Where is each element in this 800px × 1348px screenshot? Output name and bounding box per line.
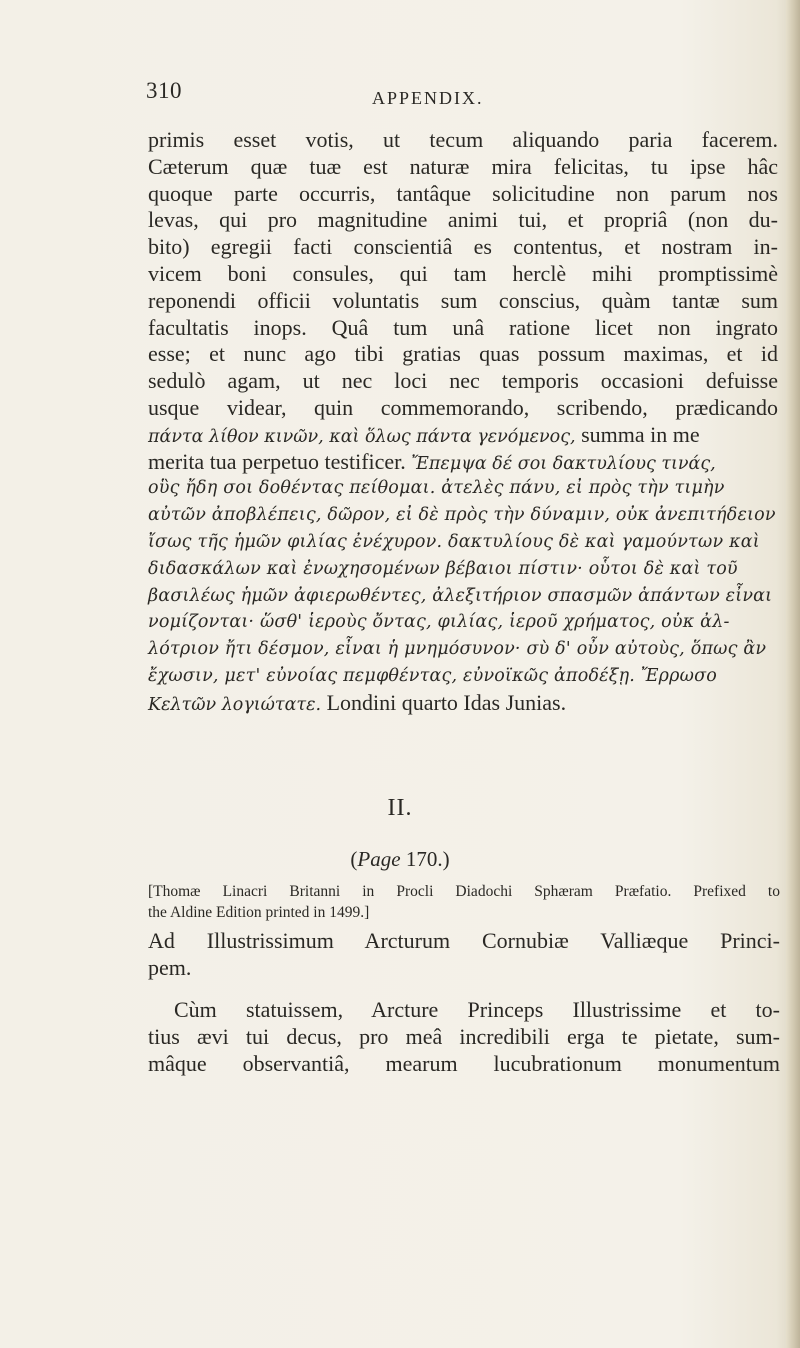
letter-address	[148, 927, 780, 981]
text-line: usque videar, quin commemorando, scribendo, prædicando	[148, 394, 778, 420]
greek-line: διδασκάλων καὶ ἐνωχησομένων βέβαιοι πίστιν· οὗτοι δὲ καὶ τοῦ	[148, 558, 738, 579]
text-line: quoque parte occurris, tantâque solicitudine non parum nos	[148, 180, 778, 206]
text-line: reponendi officii voluntatis sum conscius, quàm tantæ sum	[148, 287, 778, 313]
text-line: Cùm statuissem, Arcture Princeps Illustrissime et to-	[174, 997, 780, 1022]
greek-line: αὐτῶν ἀποβλέπεις, δῶρον, εἰ δὲ πρὸς τὴν δύναμιν, οὐκ ἀνεπιτήδειον	[148, 505, 776, 526]
text-line: mâque observantiâ, mearum lucubrationum monumentum	[148, 1051, 780, 1076]
text-line: facultatis inops. Quâ tum unâ ratione licet non ingrato	[148, 314, 778, 340]
greek-line: ἴσως τῆς ἡμῶν φιλίας ἐνέχυρον. δακτυλίους δὲ καὶ γαμούντων καὶ	[148, 531, 760, 552]
closing-line	[148, 690, 778, 717]
paren-open: (	[350, 847, 358, 871]
greek-line: οὓς ἤδη σοι δοθέντας πείθομαι. ἀτελὲς πάνυ, εἰ πρὸς τὴν τιμὴν	[148, 478, 725, 499]
latin-phrase: Londini quarto Idas Junias.	[321, 689, 567, 715]
page-ref-italic: Page	[357, 847, 401, 871]
text-line: tius ævi tui decus, pro meâ incredibili erga te pietate, sum-	[148, 1024, 780, 1049]
address-line: pem.	[148, 955, 192, 980]
page-edge	[786, 0, 800, 1348]
page-number: 310	[146, 78, 182, 103]
greek-line: λότριον ἤτι δέσμον, εἶναι ἡ μνημόσυνον· σὺ δ' οὖν αὐτοὺς, ὅπως ἂν	[148, 639, 767, 660]
section-number: II.	[387, 795, 413, 821]
page-reference	[0, 847, 800, 872]
text-line: levas, qui pro magnitudine animi tui, et propriâ (non du-	[148, 207, 778, 233]
greek-phrase: Κελτῶν λογιώτατε.	[148, 694, 322, 715]
mixed-line	[148, 422, 778, 449]
greek-line: βασιλέως ἡμῶν ἀφιερωθέντες, ἀλεξιτήριον σπασμῶν ἁπάντων εἶναι	[148, 585, 773, 606]
text-line: sedulò agam, ut nec loci nec temporis occasioni defuisse	[148, 368, 778, 394]
letter-one	[148, 127, 778, 717]
text-line: esse; et nunc ago tibi gratias quas possum maximas, et id	[148, 341, 778, 367]
letter-two	[148, 996, 780, 1077]
text-line: primis esset votis, ut tecum aliquando paria facerem.	[148, 127, 778, 152]
greek-line: ἔχωσιν, μετ' εὐνοίας πεμφθέντας, εὐνοϊκῶς ἀποδέξῃ. Ἔρρωσο	[148, 665, 717, 686]
text-line: vicem boni consules, qui tam herclè mihi promptissimè	[148, 260, 778, 286]
text-line: Cæterum quæ tuæ est naturæ mira felicitas, tu ipse hâc	[148, 153, 778, 179]
greek-line: νομίζονται· ὥσθ' ἱεροὺς ὄντας, φιλίας, ἱεροῦ χρήματος, οὐκ ἀλ-	[148, 612, 730, 633]
latin-phrase: summa in me	[575, 421, 700, 447]
note-line: the Aldine Edition printed in 1499.]	[148, 904, 370, 921]
greek-phrase: πάντα λίθον κινῶν, καὶ ὅλως πάντα γενόμενος,	[148, 426, 576, 447]
page-ref-rest: 170.)	[400, 847, 450, 871]
greek-phrase: Ἔπεμψα δέ σοι δακτυλίους τινάς,	[411, 453, 716, 474]
editorial-note	[148, 881, 780, 923]
running-head: APPENDIX.	[372, 88, 484, 108]
address-line: Ad Illustrissimum Arcturum Cornubiæ Valliæque Princi-	[148, 928, 780, 953]
text-line: bito) egregii facti conscientiâ es contentus, et nostram in-	[148, 234, 778, 260]
mixed-line	[148, 449, 778, 476]
note-line: [Thomæ Linacri Britanni in Procli Diadochi Sphæram Præfatio. Prefixed to	[148, 883, 780, 900]
latin-phrase: merita tua perpetuo testificer.	[148, 448, 412, 474]
